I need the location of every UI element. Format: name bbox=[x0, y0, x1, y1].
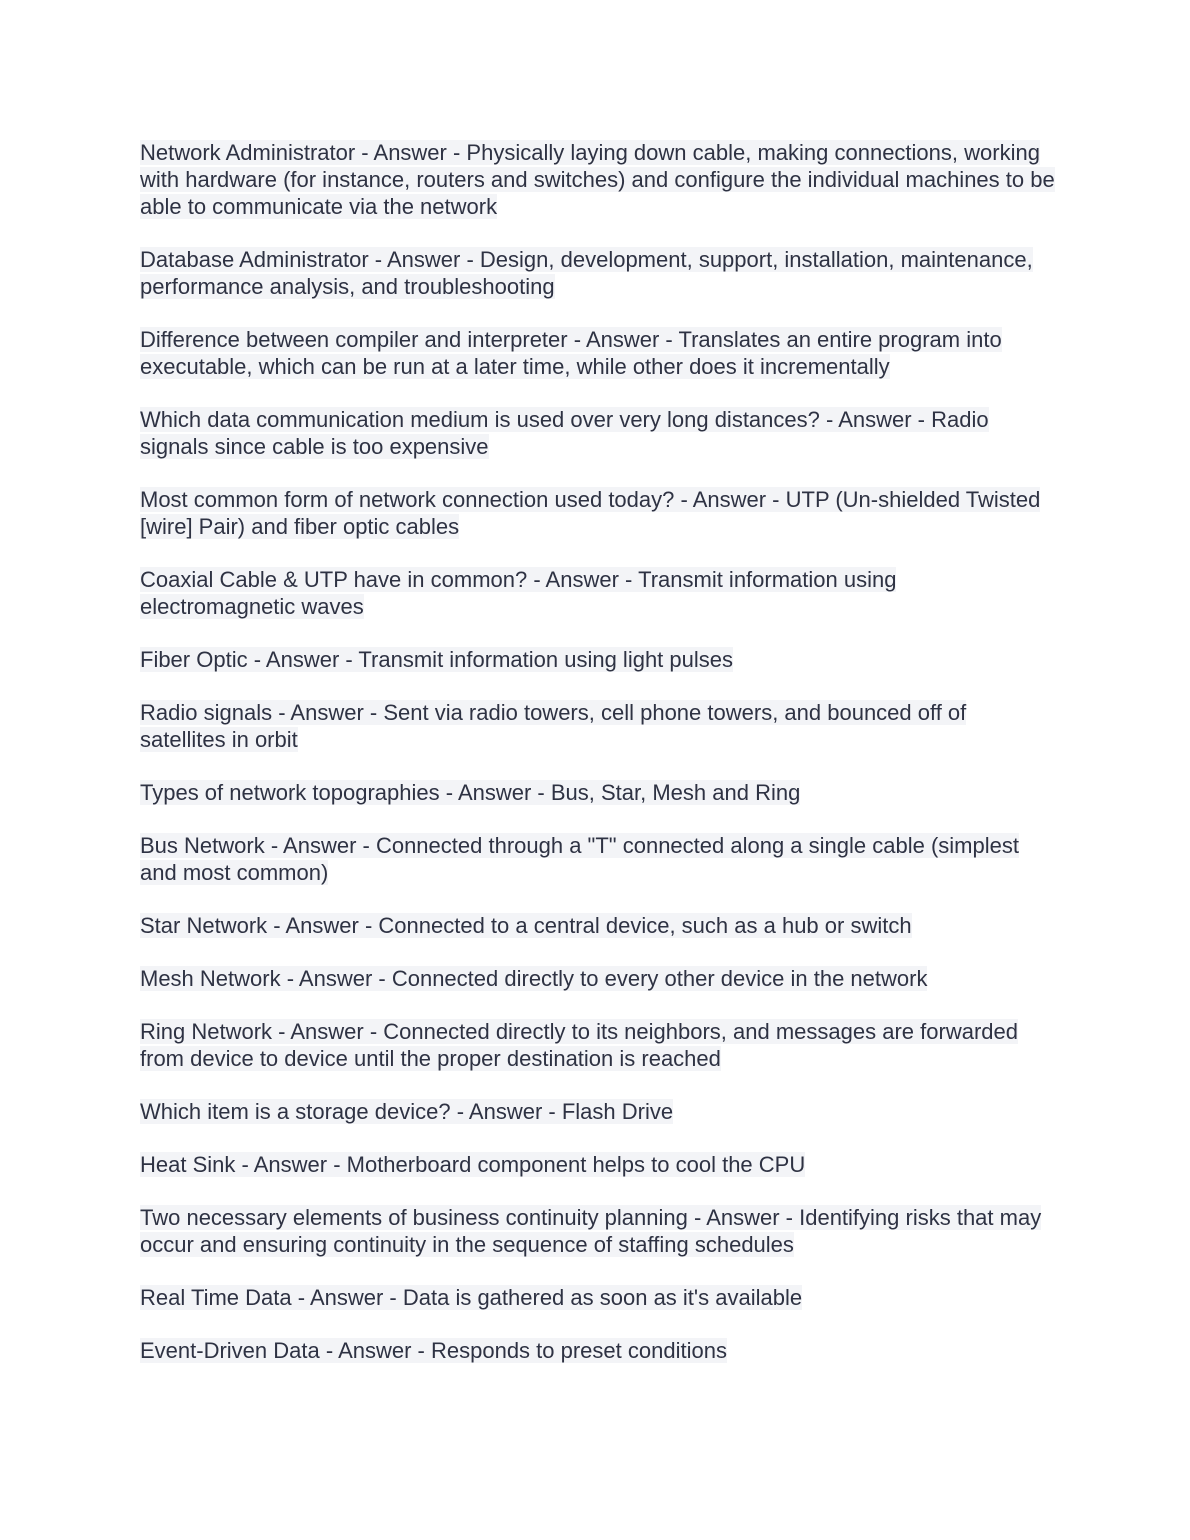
qa-entry bbox=[140, 1284, 1055, 1311]
qa-entry-text: Real Time Data - Answer - Data is gathered as soon as it's available bbox=[140, 1285, 803, 1310]
qa-entry-text: Which data communication medium is used over very long distances? - Answer - Radio signals since cable is too expensive bbox=[140, 407, 989, 459]
qa-entry-text: Ring Network - Answer - Connected directly to its neighbors, and messages are forwarded from device to device until the proper destination is reached bbox=[140, 1019, 1018, 1071]
qa-entry bbox=[140, 326, 1055, 380]
qa-entry-text: Two necessary elements of business continuity planning - Answer - Identifying risks that may occur and ensuring continuity in the sequence of staffing schedules bbox=[140, 1205, 1042, 1257]
qa-entry-text: Which item is a storage device? - Answer - Flash Drive bbox=[140, 1099, 674, 1124]
qa-entry-text: Types of network topographies - Answer - Bus, Star, Mesh and Ring bbox=[140, 780, 801, 805]
qa-entry-text: Network Administrator - Answer - Physically laying down cable, making connections, working with hardware (for instance, routers and switches) and configure the individual machines to be able to communicate via the network bbox=[140, 140, 1055, 219]
qa-entry bbox=[140, 566, 1055, 620]
qa-list bbox=[140, 139, 1055, 1390]
qa-entry bbox=[140, 646, 1055, 673]
qa-entry bbox=[140, 965, 1055, 992]
qa-entry-text: Heat Sink - Answer - Motherboard component helps to cool the CPU bbox=[140, 1152, 806, 1177]
qa-entry-text: Database Administrator - Answer - Design, development, support, installation, maintenance, performance analysis, and troubleshooting bbox=[140, 247, 1033, 299]
qa-entry bbox=[140, 139, 1055, 220]
qa-entry-text: Fiber Optic - Answer - Transmit information using light pulses bbox=[140, 647, 734, 672]
qa-entry bbox=[140, 1018, 1055, 1072]
qa-entry bbox=[140, 246, 1055, 300]
qa-entry-text: Event-Driven Data - Answer - Responds to preset conditions bbox=[140, 1338, 727, 1363]
qa-entry bbox=[140, 832, 1055, 886]
qa-entry bbox=[140, 699, 1055, 753]
qa-entry-text: Coaxial Cable & UTP have in common? - Answer - Transmit information using electromagnetic waves bbox=[140, 567, 897, 619]
qa-entry-text: Most common form of network connection used today? - Answer - UTP (Un-shielded Twisted [wire] Pair) and fiber optic cables bbox=[140, 487, 1041, 539]
qa-entry bbox=[140, 779, 1055, 806]
qa-entry bbox=[140, 406, 1055, 460]
qa-entry bbox=[140, 1151, 1055, 1178]
qa-entry bbox=[140, 912, 1055, 939]
qa-entry-text: Radio signals - Answer - Sent via radio towers, cell phone towers, and bounced off of satellites in orbit bbox=[140, 700, 967, 752]
qa-entry bbox=[140, 486, 1055, 540]
qa-entry-text: Mesh Network - Answer - Connected directly to every other device in the network bbox=[140, 966, 928, 991]
qa-entry-text: Difference between compiler and interpreter - Answer - Translates an entire program into executable, which can be run at a later time, while other does it incrementally bbox=[140, 327, 1002, 379]
qa-entry bbox=[140, 1204, 1055, 1258]
qa-entry-text: Star Network - Answer - Connected to a central device, such as a hub or switch bbox=[140, 913, 912, 938]
qa-entry-text: Bus Network - Answer - Connected through a "T" connected along a single cable (simplest and most common) bbox=[140, 833, 1019, 885]
qa-entry bbox=[140, 1337, 1055, 1364]
qa-entry bbox=[140, 1098, 1055, 1125]
